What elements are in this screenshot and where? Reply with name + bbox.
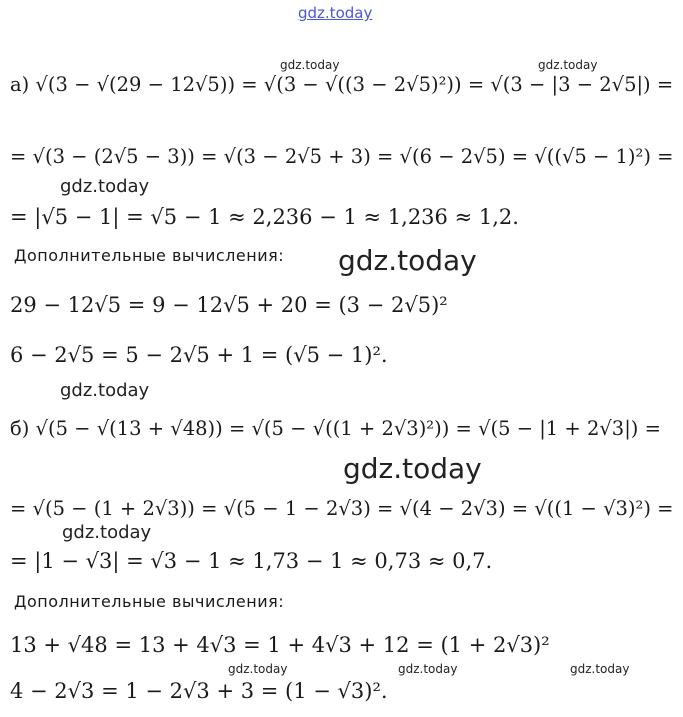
part-a-line-1: а) √(3 − √(29 − 12√5)) = √(3 − √((3 − 2√5)²)) = √(3 − |3 − 2√5|) = bbox=[10, 73, 674, 96]
part-b-extra-1: 13 + √48 = 13 + 4√3 = 1 + 4√3 + 12 = (1 + 2√3)² bbox=[10, 633, 550, 657]
part-b-line-2: = √(5 − (1 + 2√3)) = √(5 − 1 − 2√3) = √(4 − 2√3) = √((1 − √3)²) = bbox=[10, 497, 674, 520]
watermark-top: gdz.today bbox=[298, 4, 373, 22]
part-b-extra-2: 4 − 2√3 = 1 − 2√3 + 3 = (1 − √3)². bbox=[10, 679, 388, 703]
watermark: gdz.today bbox=[343, 452, 482, 485]
part-a-line-3: = |√5 − 1| = √5 − 1 ≈ 2,236 − 1 ≈ 1,236 ≈ 1,2. bbox=[10, 205, 519, 229]
part-b-line-3: = |1 − √3| = √3 − 1 ≈ 1,73 − 1 ≈ 0,73 ≈ 0,7. bbox=[10, 549, 493, 573]
part-b-line-1: б) √(5 − √(13 + √48)) = √(5 − √((1 + 2√3)²)) = √(5 − |1 + 2√3|) = bbox=[10, 417, 661, 440]
watermark: gdz.today bbox=[60, 380, 150, 401]
part-a-extra-heading: Дополнительные вычисления: bbox=[14, 246, 285, 265]
watermark: gdz.today bbox=[60, 176, 150, 197]
part-a-line-2: = √(3 − (2√5 − 3)) = √(3 − 2√5 + 3) = √(6 − 2√5) = √((√5 − 1)²) = bbox=[10, 145, 674, 168]
watermark: gdz.today bbox=[538, 58, 598, 72]
watermark: gdz.today bbox=[398, 662, 458, 676]
part-a-extra-2: 6 − 2√5 = 5 − 2√5 + 1 = (√5 − 1)². bbox=[10, 343, 388, 367]
watermark: gdz.today bbox=[62, 522, 152, 543]
part-a-extra-1: 29 − 12√5 = 9 − 12√5 + 20 = (3 − 2√5)² bbox=[10, 293, 448, 317]
watermark: gdz.today bbox=[338, 244, 477, 277]
watermark: gdz.today bbox=[280, 58, 340, 72]
part-b-extra-heading: Дополнительные вычисления: bbox=[14, 592, 285, 611]
watermark: gdz.today bbox=[228, 662, 288, 676]
watermark: gdz.today bbox=[570, 662, 630, 676]
